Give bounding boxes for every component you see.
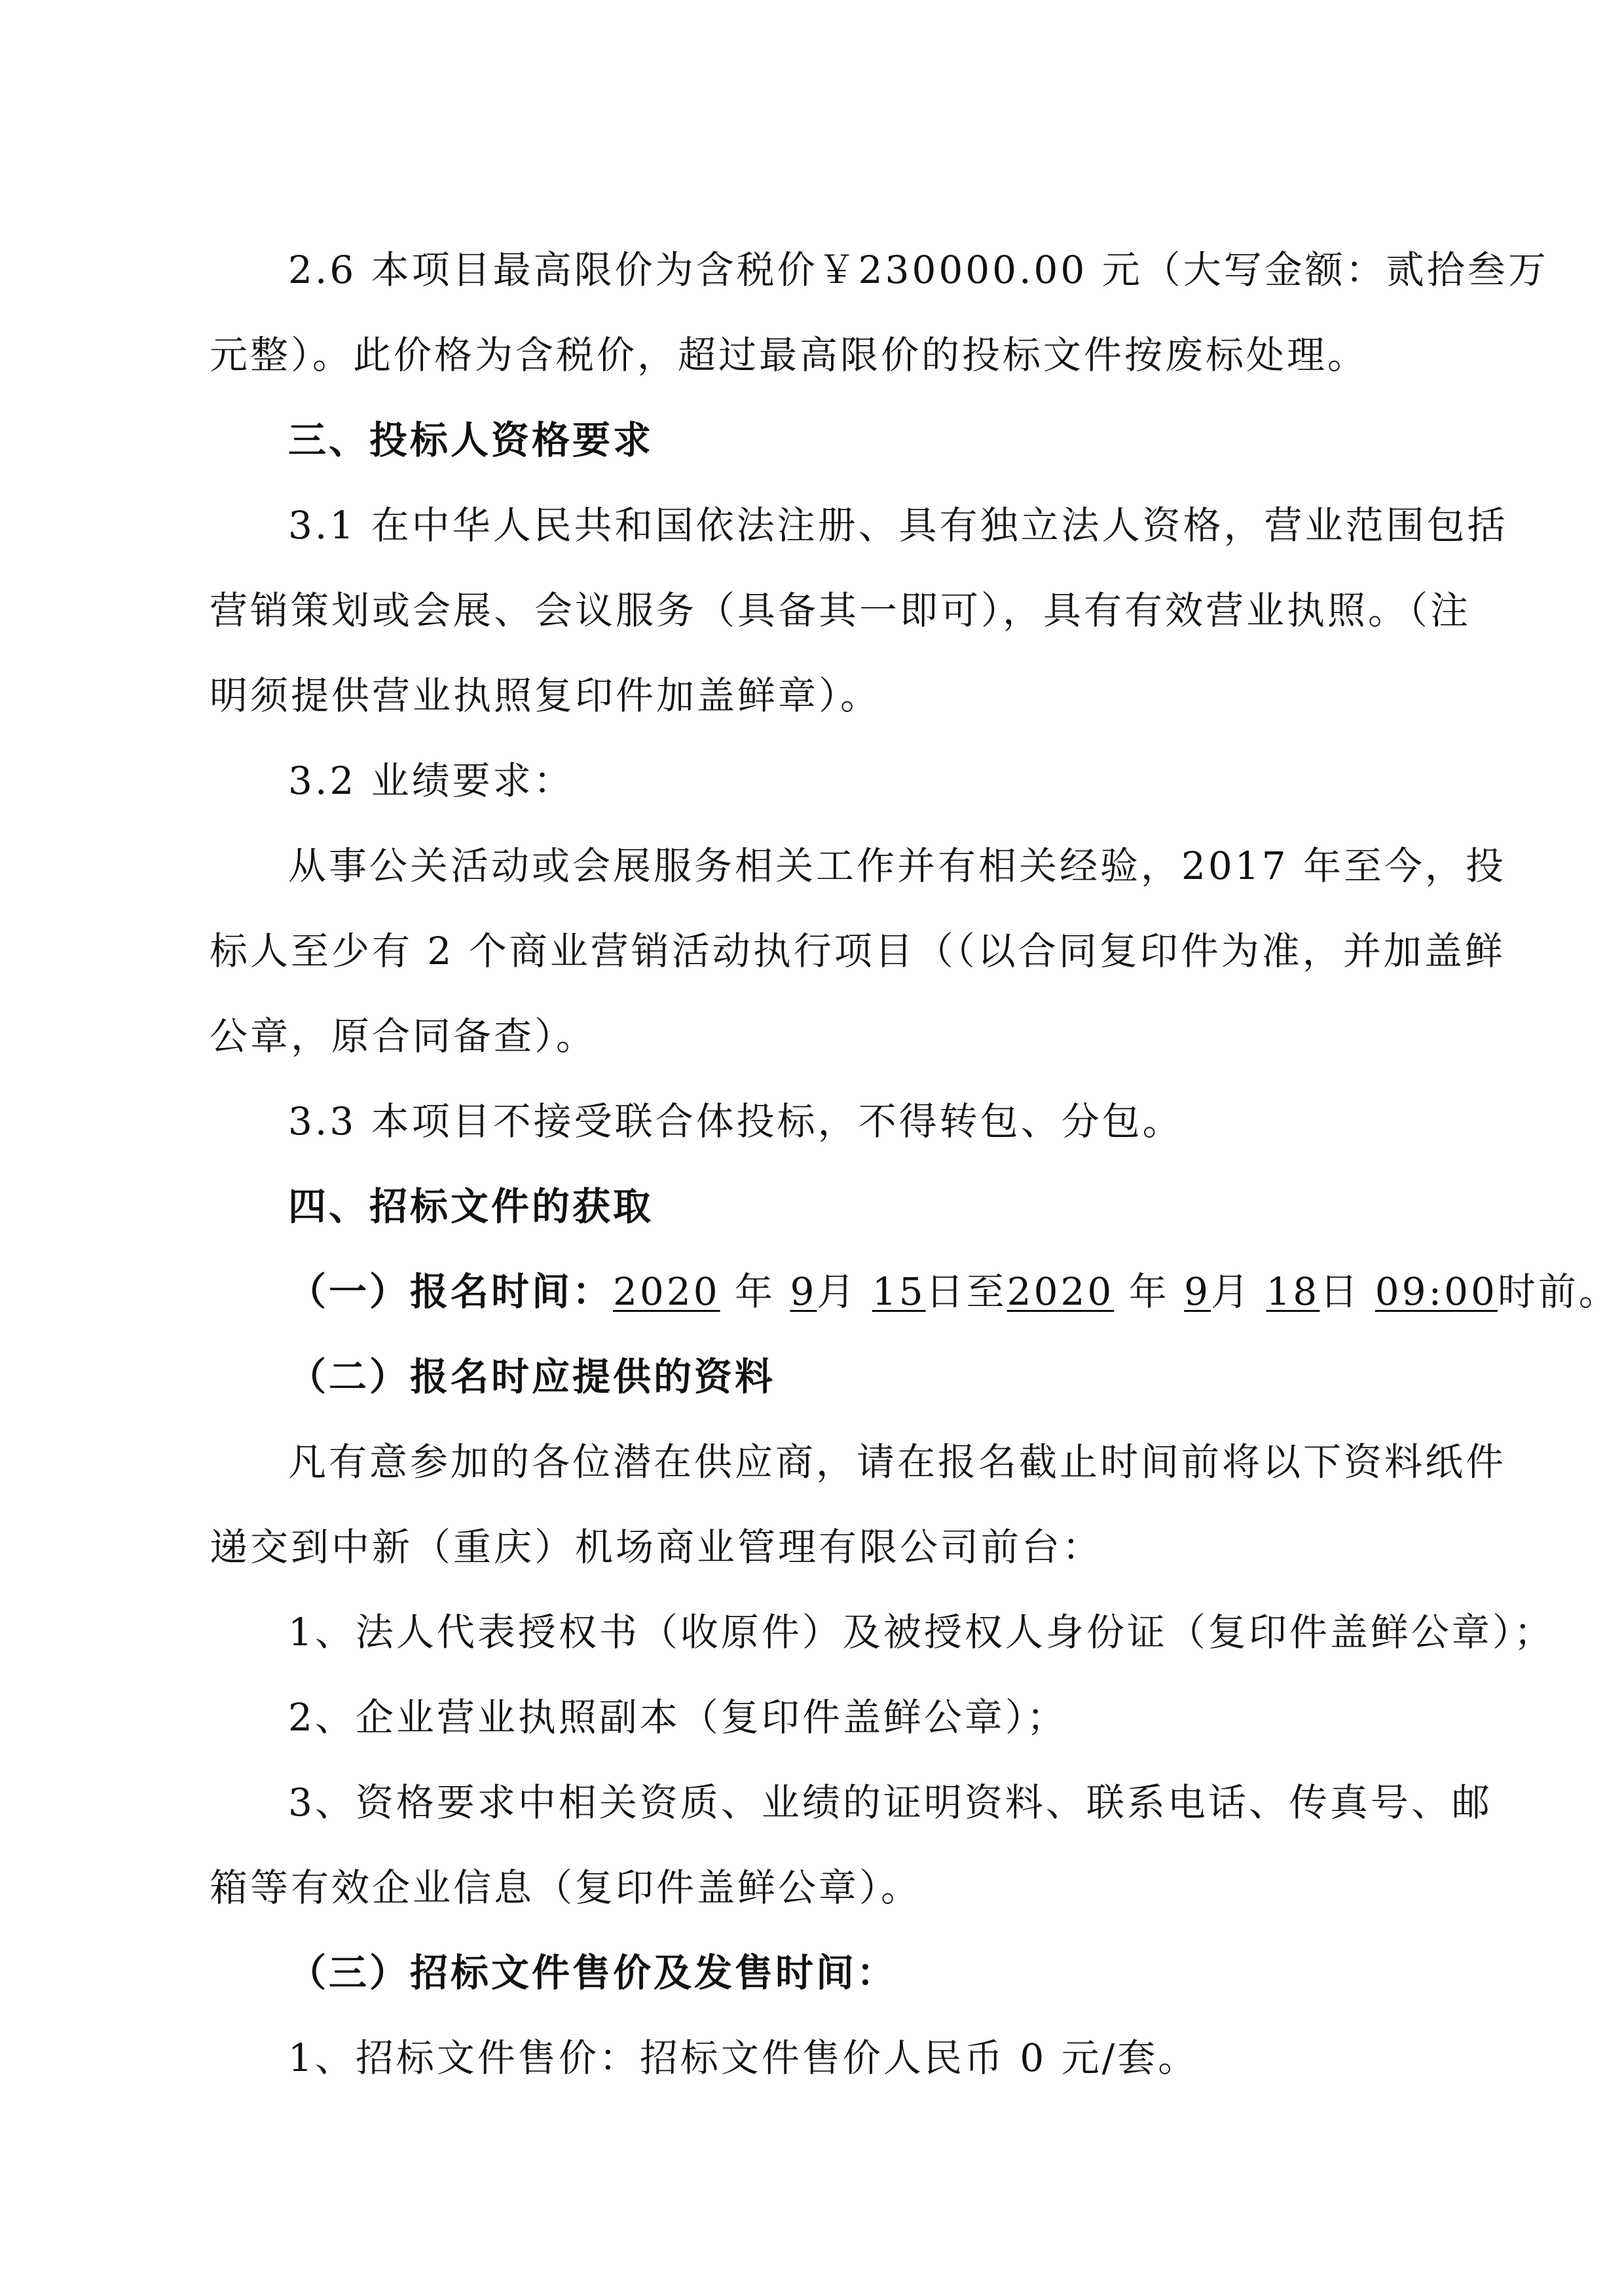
end-year: 2020 [1006,1269,1115,1314]
paragraph-2-6-line-1: 2.6 本项目最高限价为含税价￥230000.00 元（大写金额：贰拾叁万 [288,248,1549,292]
material-item-2: 2、企业营业执照副本（复印件盖鲜公章）； [288,1695,1067,1740]
end-month: 9 [1184,1269,1211,1314]
materials-intro-line-2: 递交到中新（重庆）机场商业管理有限公司前台： [210,1525,1103,1569]
registration-time-label: （一）报名时间： [288,1269,614,1314]
year-char-1: 年 [720,1269,790,1314]
start-year: 2020 [613,1269,720,1314]
year-char-2: 年 [1114,1269,1185,1314]
end-day: 18 [1266,1269,1320,1314]
end-time: 09:00 [1375,1269,1498,1314]
paragraph-3-2-line-3: 公章，原合同备查）。 [210,1014,597,1058]
materials-intro-line-1: 凡有意参加的各位潜在供应商，请在报名截止时间前将以下资料纸件 [288,1440,1507,1484]
material-item-3-line-1: 3、资格要求中相关资质、业绩的证明资料、联系电话、传真号、邮 [288,1780,1492,1825]
paragraph-3-3: 3.3 本项目不接受联合体投标，不得转包、分包。 [288,1099,1183,1144]
paragraph-2-6-line-2: 元整）。此价格为含税价，超过最高限价的投标文件按废标处理。 [210,333,1369,377]
start-day: 15 [872,1269,926,1314]
section-4-heading: 四、招标文件的获取 [288,1184,654,1229]
paragraph-3-2-line-1: 从事公关活动或会展服务相关工作并有相关经验，2017 年至今，投 [288,844,1507,888]
month-char-2: 月 [1211,1269,1266,1314]
price-heading: （三）招标文件售价及发售时间： [288,1950,898,1995]
paragraph-3-1-line-3: 明须提供营业执照复印件加盖鲜章）。 [210,673,881,718]
to-text: 日至 [925,1269,1007,1314]
material-item-1: 1、法人代表授权书（收原件）及被授权人身份证（复印件盖鲜公章）； [288,1610,1555,1654]
materials-heading: （二）报名时应提供的资料 [288,1354,776,1399]
time-suffix: 时前。 [1497,1269,1619,1314]
paragraph-3-1-line-2: 营销策划或会展、会议服务（具备其一即可），具有有效营业执照。（注 [210,588,1471,633]
price-item-1: 1、招标文件售价：招标文件售价人民币 0 元/套。 [288,2036,1199,2080]
month-char-1: 月 [817,1269,872,1314]
paragraph-3-1-line-1: 3.1 在中华人民共和国依法注册、具有独立法人资格，营业范围包括 [288,503,1508,548]
paragraph-3-2-heading: 3.2 业绩要求： [288,758,574,803]
registration-time-line [0,1265,1624,1318]
day-char: 日 [1320,1269,1375,1314]
start-month: 9 [790,1269,817,1314]
material-item-3-line-2: 箱等有效企业信息（复印件盖鲜公章）。 [210,1865,922,1910]
section-3-heading: 三、投标人资格要求 [288,418,654,462]
paragraph-3-2-line-2: 标人至少有 2 个商业营销活动执行项目（（以合同复印件为准，并加盖鲜 [210,929,1505,973]
